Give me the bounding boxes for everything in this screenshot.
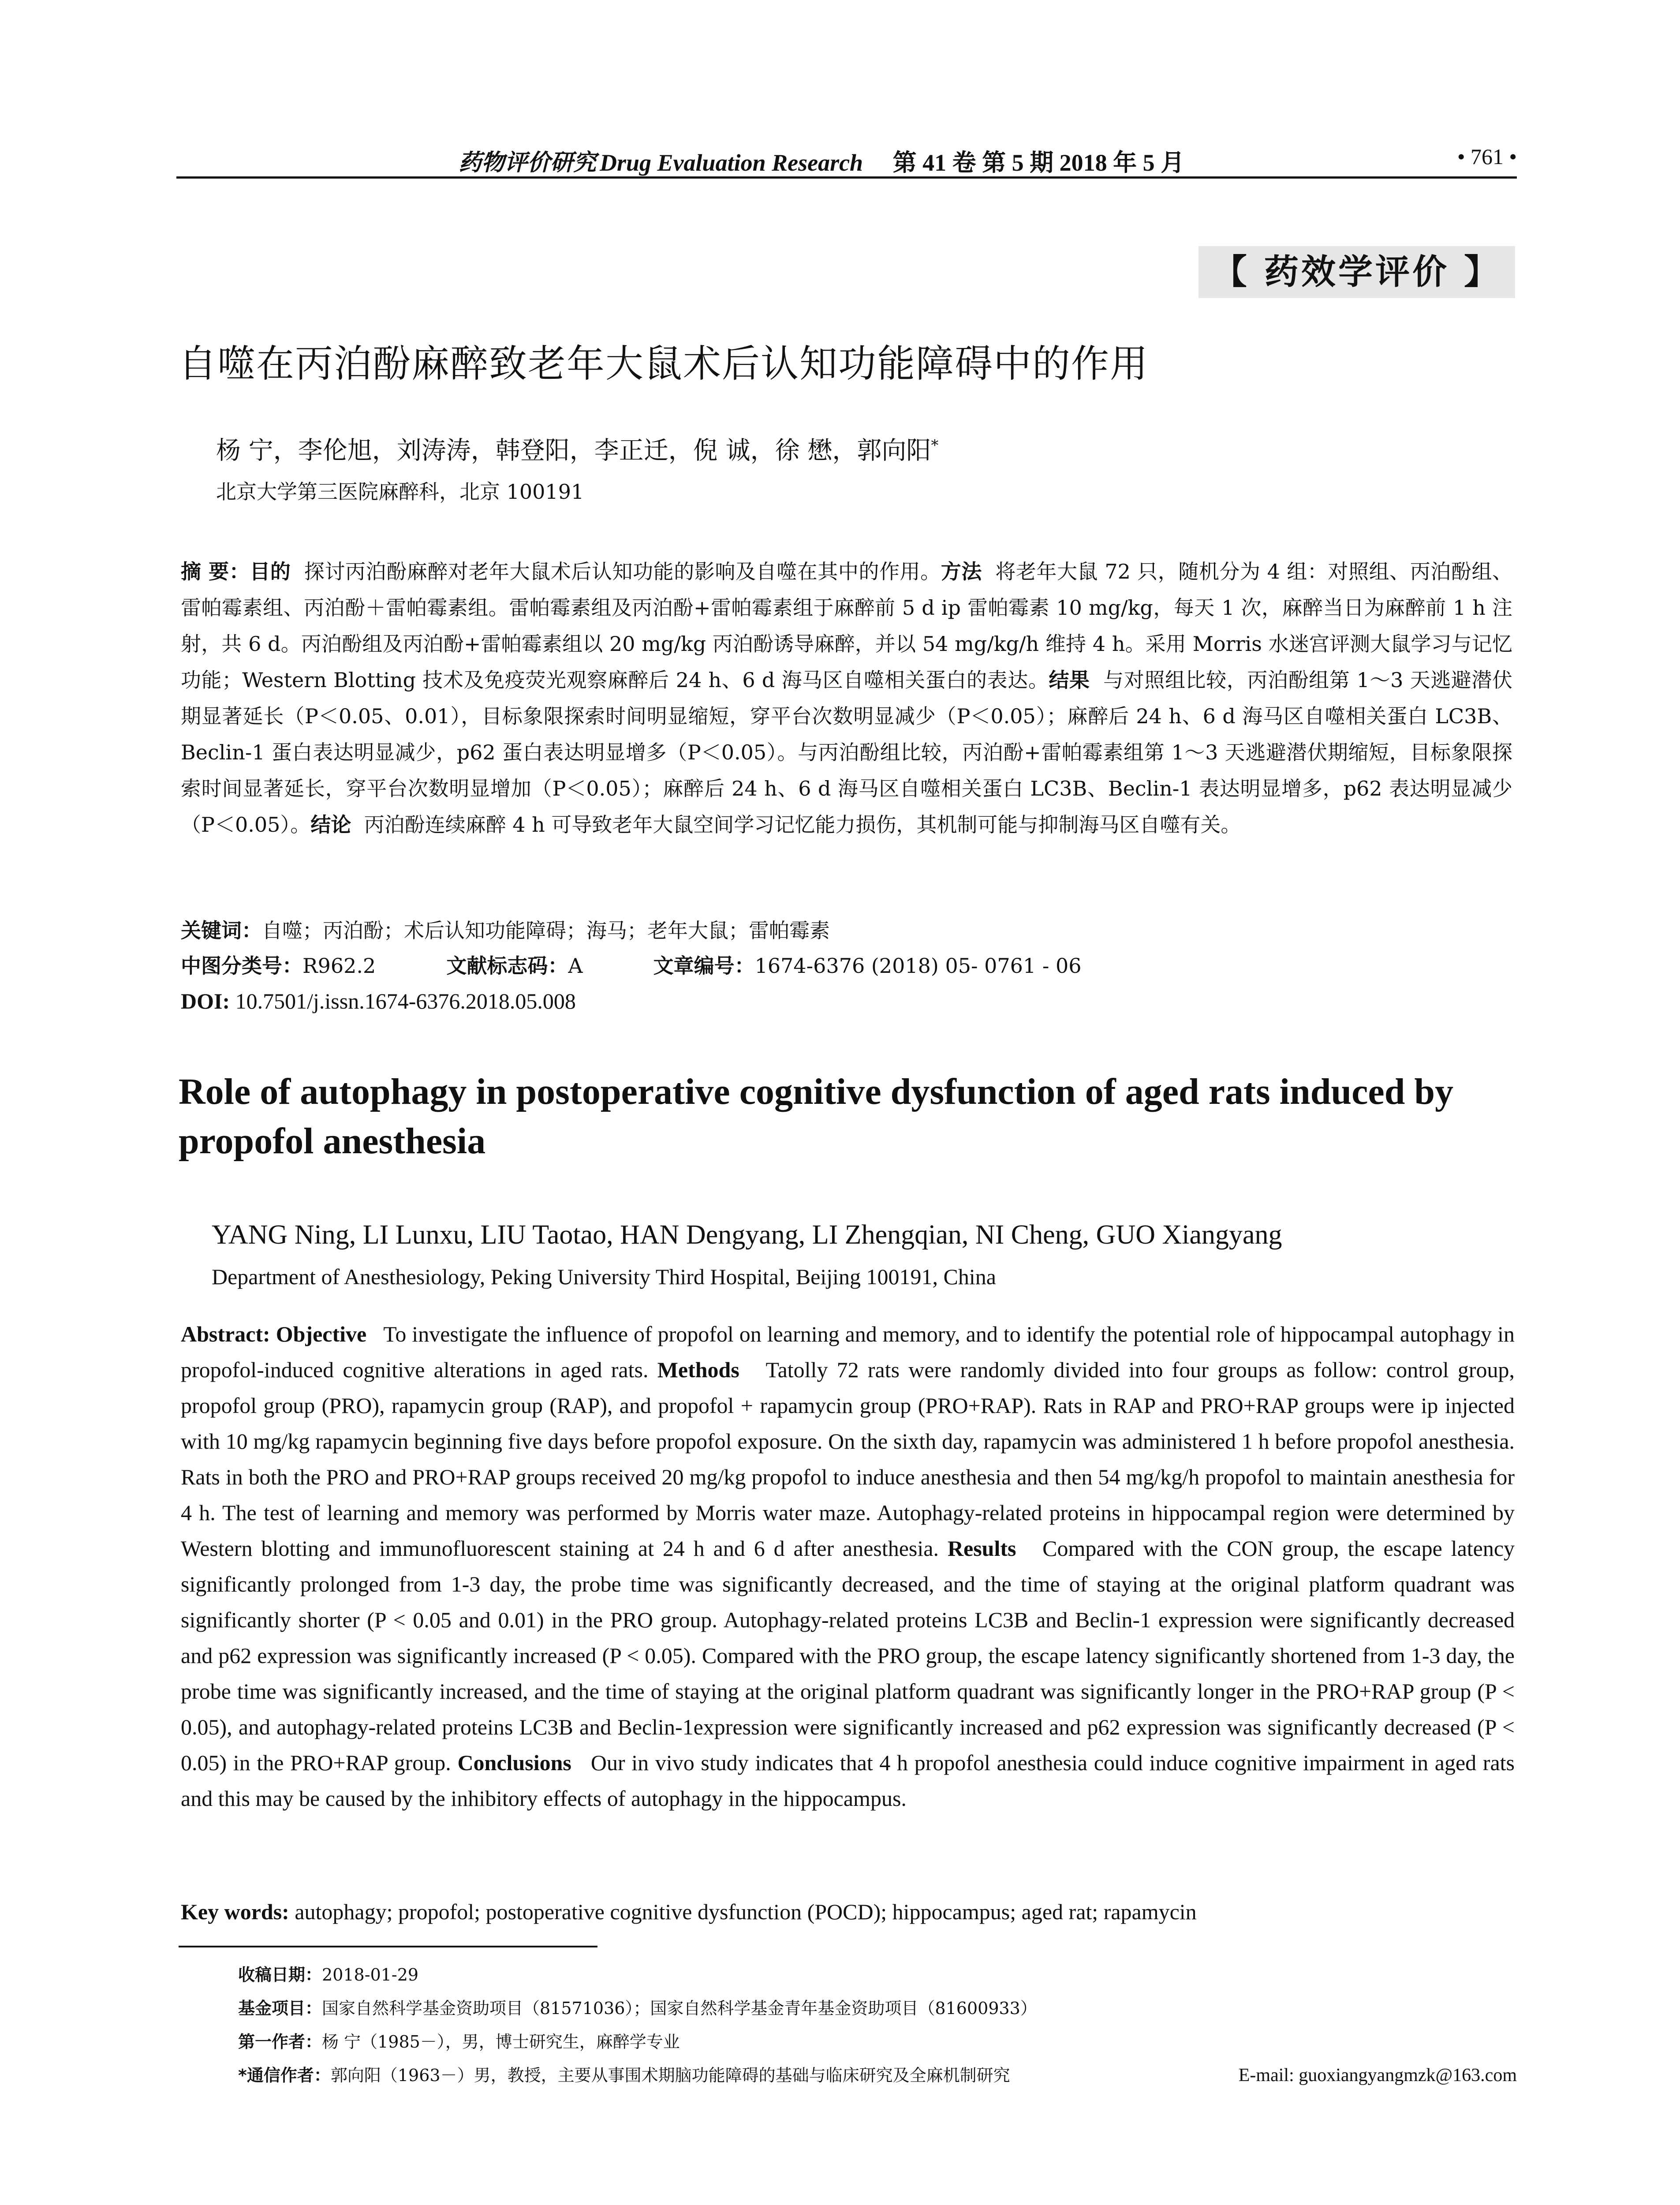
- classification-line: 中图分类号：R962.2 文献标志码：A 文章编号：1674-6376 (2018) 05- 0761 - 06: [181, 954, 1082, 978]
- abstract-label-en: Abstract:: [181, 1322, 270, 1346]
- objective-label: 目的: [250, 560, 291, 583]
- chinese-authors: 杨 宁，李伦旭，刘涛涛，韩登阳，李正迁，倪 诚，徐 懋，郭向阳*: [216, 436, 939, 465]
- abstract-label: 摘 要：: [181, 560, 250, 583]
- conclusions-text-en: Our in vivo study indicates that 4 h propofol anesthesia could induce cognitive impairment in aged rats and this may be caused by the inhibitory effects of autophagy in the hippocampus.: [181, 1750, 1515, 1811]
- methods-text-en: Tatolly 72 rats were randomly divided into four groups as follow: control group, propofol group (PRO), rapamycin group (RAP), and propofol + rapamycin group (PRO+RAP). Rats in RAP and PRO+RAP groups were ip injected with 10 mg/kg rapamycin beginning five days before propofol exposure. On the sixth day, rapamycin was administered 1 h before propofol anesthesia. Rats in both the PRO and PRO+RAP groups received 20 mg/kg propofol to induce anesthesia and then 54 mg/kg/h propofol to maintain anesthesia for 4 h. The test of learning and memory was performed by Morris water maze. Autophagy-related proteins in hippocampal region were determined by Western blotting and immunofluorescent staining at 24 h and 6 d after anesthesia.: [181, 1357, 1515, 1561]
- objective-text-en: To investigate the influence of propofol on learning and memory, and to identify the potential role of hippocampal autophagy in propofol-induced cognitive alterations in aged rats.: [181, 1322, 1515, 1382]
- first-author-info: 第一作者：杨 宁（1985－），男，博士研究生，麻醉学专业: [238, 2032, 680, 2052]
- english-affiliation: Department of Anesthesiology, Peking University Third Hospital, Beijing 100191, China: [212, 1264, 996, 1289]
- column-tag: 【 药效学评价 】: [1198, 246, 1515, 298]
- keywords-en: Key words: autophagy; propofol; postoperative cognitive dysfunction (POCD); hippocampus; aged rat; rapamycin: [181, 1899, 1197, 1924]
- fund-info: 基金项目：国家自然科学基金资助项目（81571036）；国家自然科学基金青年基金资助项目（81600933）: [238, 1999, 1037, 2018]
- conclusions-label: 结论: [310, 813, 351, 837]
- methods-label-en: Methods: [657, 1357, 739, 1382]
- corresponding-author-info: *通信作者：郭向阳（1963－）男，教授，主要从事围术期脑功能障碍的基础与临床研究及全麻机制研究 E-mail: guoxiangyangmzk@163.com: [238, 2059, 1517, 2092]
- corresponding-mark: *: [931, 437, 939, 454]
- conclusions-label-en: Conclusions: [457, 1750, 571, 1775]
- conclusions-text: 丙泊酚连续麻醉 4 h 可导致老年大鼠空间学习记忆能力损伤，其机制可能与抑制海马区自噬有关。: [364, 813, 1241, 837]
- results-label-en: Results: [947, 1536, 1016, 1561]
- footnote-rule: [179, 1946, 597, 1947]
- page-number: • 761 •: [1457, 144, 1517, 169]
- objective-text: 探讨丙泊酚麻醉对老年大鼠术后认知功能的影响及自噬在其中的作用。: [304, 560, 941, 583]
- issue-info: 第 41 卷 第 5 期 2018 年 5 月: [892, 149, 1185, 176]
- footnotes: [238, 1958, 1517, 2092]
- methods-label: 方法: [941, 560, 982, 583]
- results-label: 结果: [1049, 668, 1090, 692]
- doi-value: 10.7501/j.issn.1674-6376.2018.05.008: [235, 989, 576, 1013]
- journal-logo: 药物评价研究: [459, 149, 597, 176]
- received-date: 收稿日期：2018-01-29: [238, 1965, 419, 1984]
- objective-label-en: Objective: [276, 1322, 367, 1346]
- author-email: E-mail: guoxiangyangmzk@163.com: [1238, 2065, 1517, 2085]
- header-rule: [176, 176, 1517, 179]
- results-text: 与对照组比较，丙泊酚组第 1～3 天逃避潜伏期显著延长（P＜0.05、0.01），目标象限探索时间明显缩短，穿平台次数明显减少（P＜0.05）；麻醉后 24 h、6 d 海马区自噬相关蛋白 LC3B、Beclin-1 蛋白表达明显减少，p62 蛋白表达明显增多（P＜0.05）。与丙泊酚组比较，丙泊酚+雷帕霉素组第 1～3 天逃避潜伏期缩短，目标象限探索时间显著延长，穿平台次数明显增加（P＜0.05）；麻醉后 24 h、6 d 海马区自噬相关蛋白 LC3B、Beclin-1 表达明显增多，p62 表达明显减少（P＜0.05）。: [181, 668, 1513, 837]
- keywords-cn: 关键词：自噬；丙泊酚；术后认知功能障碍；海马；老年大鼠；雷帕霉素: [181, 919, 830, 942]
- journal-issue-line: [600, 144, 1184, 178]
- journal-name-en: Drug Evaluation Research: [600, 149, 863, 176]
- chinese-title: 自噬在丙泊酚麻醉致老年大鼠术后认知功能障碍中的作用: [179, 342, 1149, 386]
- methods-text: 将老年大鼠 72 只，随机分为 4 组：对照组、丙泊酚组、雷帕霉素组、丙泊酚＋雷帕霉素组。雷帕霉素组及丙泊酚+雷帕霉素组于麻醉前 5 d ip 雷帕霉素 10 mg/kg，每天 1 次，麻醉当日为麻醉前 1 h 注射，共 6 d。丙泊酚组及丙泊酚+雷帕霉素组以 20 mg/kg 丙泊酚诱导麻醉，并以 54 mg/kg/h 维持 4 h。采用 Morris 水迷宫评测大鼠学习与记忆功能；Western Blotting 技术及免疫荧光观察麻醉后 24 h、6 d 海马区自噬相关蛋白的表达。: [181, 560, 1513, 692]
- english-abstract: [181, 1316, 1515, 1816]
- chinese-affiliation: 北京大学第三医院麻醉科，北京 100191: [216, 480, 584, 504]
- running-header: [176, 140, 1517, 176]
- chinese-abstract: [181, 553, 1512, 843]
- english-authors: YANG Ning, LI Lunxu, LIU Taotao, HAN Dengyang, LI Zhengqian, NI Cheng, GUO Xiangyang: [212, 1220, 1282, 1250]
- doi-line: DOI: 10.7501/j.issn.1674-6376.2018.05.008: [181, 989, 576, 1013]
- results-text-en: Compared with the CON group, the escape latency significantly prolonged from 1-3 day, the probe time was significantly decreased, and the time of staying at the original platform quadrant was significantly shorter (P < 0.05 and 0.01) in the PRO group. Autophagy-related proteins LC3B and Beclin-1 expression were significantly decreased and p62 expression was significantly increased (P < 0.05). Compared with the PRO group, the escape latency significantly shortened from 1-3 day, the probe time was significantly increased, and the time of staying at the original platform quadrant was significantly longer in the PRO+RAP group (P < 0.05), and autophagy-related proteins LC3B and Beclin-1expression were significantly increased and p62 expression was significantly decreased (P < 0.05) in the PRO+RAP group.: [181, 1536, 1515, 1775]
- english-title: Role of autophagy in postoperative cognitive dysfunction of aged rats induced by propofol anesthesia: [179, 1071, 1454, 1162]
